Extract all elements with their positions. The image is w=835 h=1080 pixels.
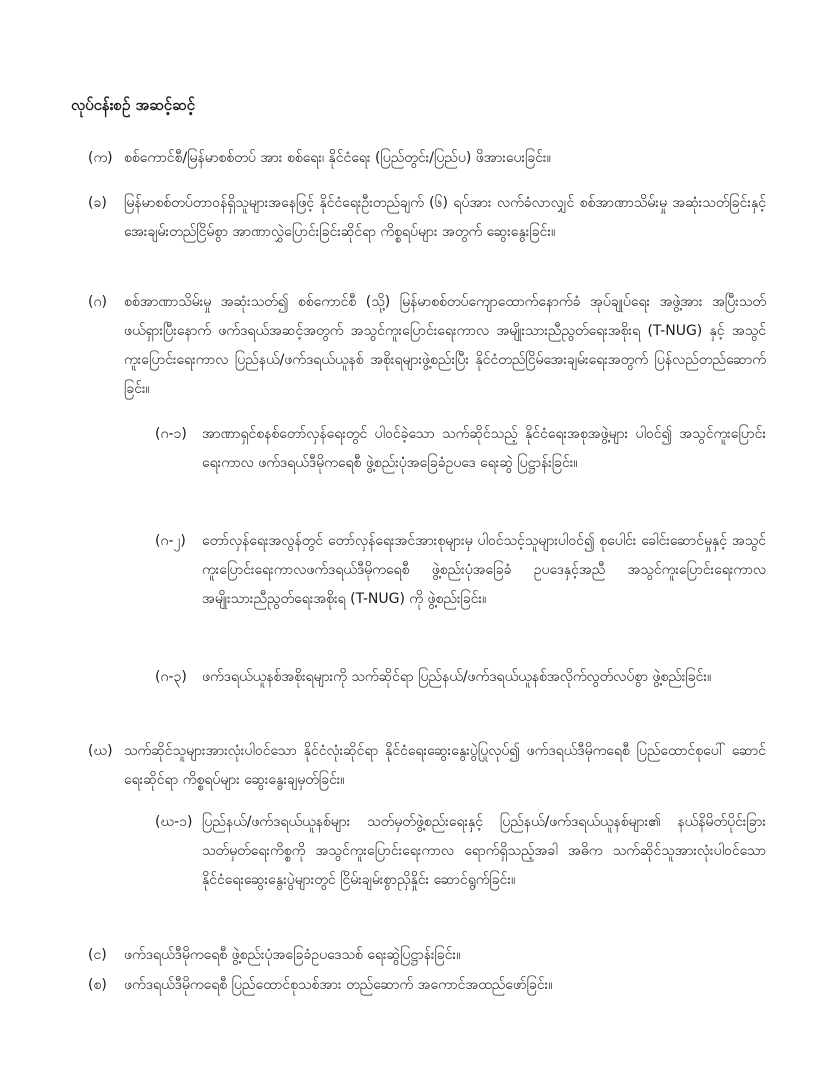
item-text: တော်လှန်ရေးအလွန်တွင် တော်လှန်ရေးအင်အားစုများမှ ပါဝင်သင့်သူများပါဝင်၍ စုပေါင်း ခေါင်းဆောင်မှုနှင့် အသွင်ကူးပြောင်းရေးကာလဖက်ဒရယ်ဒီမိုကရေစီ ဖွဲ့စည်းပုံအခြေခံ ဥပဒေနှင့်အညီ အသွင်ကူးပြောင်းရေးကာလ အမျိုးသားညီညွတ်ရေးအစိုးရ (T-NUG) ကို ဖွဲ့စည်းခြင်း။ xyxy=(202,533,766,607)
item-label: (ဂ) xyxy=(88,294,107,310)
list-item-kha xyxy=(88,189,766,247)
item-text: ဖက်ဒရယ်ဒီမိုကရေစီ ပြည်ထောင်စုသစ်အား တည်ဆောက် အကောင်အထည်ဖော်ခြင်း။ xyxy=(124,977,553,993)
list-item-ga-1 xyxy=(155,420,766,478)
list-item-ka xyxy=(88,144,766,173)
item-label: (ခ) xyxy=(88,195,107,211)
list-item-gha xyxy=(88,737,766,795)
item-text: သက်ဆိုင်သူများအားလုံးပါဝင်သော နိုင်ငံလုံးဆိုင်ရာ နိုင်ငံရေးဆွေးနွေးပွဲပြုလုပ်၍ ဖက်ဒရယ်ဒီမိုကရေစီ ပြည်ထောင်စုပေါ် ဆောင်ရေးဆိုင်ရာ ကိစ္စရပ်များ ဆွေးနွေးချမှတ်ခြင်း။ xyxy=(124,743,766,788)
item-label: (င) xyxy=(88,947,107,963)
item-text: ပြည်နယ်/ဖက်ဒရယ်ယူနစ်များ သတ်မှတ်ဖွဲ့စည်းရေးနှင့် ပြည်နယ်/ဖက်ဒရယ်ယူနစ်များ၏ နယ်နိမိတ်ပိုင်းခြားသတ်မှတ်ရေးကိစ္စကို အသွင်ကူးပြောင်းရေးကာလ ရောက်ရှိသည့်အခါ အဓိက သက်ဆိုင်သူအားလုံးပါဝင်သော နိုင်ငံရေးဆွေးနွေးပွဲများတွင် ငြိမ်းချမ်းစွာညှိနှိုင်း ဆောင်ရွက်ခြင်း။ xyxy=(202,814,766,888)
item-label: (စ) xyxy=(88,977,107,993)
item-label: (ဂ-၁) xyxy=(155,426,187,442)
item-label: (က) xyxy=(88,150,113,166)
item-text: ဖက်ဒရယ်ဒီမိုကရေစီ ဖွဲ့စည်းပုံအခြေခံဥပဒေသစ် ရေးဆွဲပြဋ္ဌာန်းခြင်း။ xyxy=(124,947,461,963)
item-text: ဖက်ဒရယ်ယူနစ်အစိုးရများကို သက်ဆိုင်ရာ ပြည်နယ်/ဖက်ဒရယ်ယူနစ်အလိုက်လွတ်လပ်စွာ ဖွဲ့စည်းခြင်း။ xyxy=(202,669,712,685)
list-item-ga xyxy=(88,288,766,404)
list-item-ga-3 xyxy=(155,663,766,692)
item-label: (ဃ-၁) xyxy=(155,814,193,830)
item-text: မြန်မာစစ်တပ်တာဝန်ရှိသူများအနေဖြင့် နိုင်ငံရေးဦးတည်ချက် (၆) ရပ်အား လက်ခံလာလျှင် စစ်အာဏာသိမ်းမှု အဆုံးသတ်ခြင်းနှင့် အေးချမ်းတည်ငြိမ်စွာ အာဏာလွှဲပြောင်းခြင်းဆိုင်ရာ ကိစ္စရပ်များ အတွက် ဆွေးနွေးခြင်း။ xyxy=(124,195,766,240)
item-text: စစ်ကောင်စီ/မြန်မာစစ်တပ် အား စစ်ရေး၊ နိုင်ငံရေး (ပြည်တွင်း/ပြည်ပ) ဖိအားပေးခြင်း။ xyxy=(124,150,551,166)
document-heading: လုပ်ငန်းစဉ် အဆင့်ဆင့် xyxy=(71,96,195,114)
item-label: (ဂ-၃) xyxy=(155,669,187,685)
list-item-sa xyxy=(88,971,766,1000)
list-item-gha-1 xyxy=(155,808,766,895)
list-item-ga-2 xyxy=(155,527,766,614)
item-text: အာဏာရှင်စနစ်တော်လှန်ရေးတွင် ပါဝင်ခဲ့သော သက်ဆိုင်သည့် နိုင်ငံရေးအစုအဖွဲ့များ ပါဝင်၍ အသွင်ကူးပြောင်းရေးကာလ ဖက်ဒရယ်ဒီမိုကရေစီ ဖွဲ့စည်းပုံအခြေခံဥပဒေ ရေးဆွဲ ပြဋ္ဌာန်းခြင်း။ xyxy=(202,426,766,471)
list-item-nga xyxy=(88,941,766,970)
item-label: (ဂ-၂) xyxy=(155,533,186,549)
item-text: စစ်အာဏာသိမ်းမှု အဆုံးသတ်၍ စစ်ကောင်စီ (သို့) မြန်မာစစ်တပ်ကျောထောက်နောက်ခံ အုပ်ချုပ်ရေး အဖွဲ့အား အပြီးသတ်ဖယ်ရှားပြီးနောက် ဖက်ဒရယ်အဆင့်အတွက် အသွင်ကူးပြောင်းရေးကာလ အမျိုးသားညီညွတ်ရေးအစိုးရ (T-NUG) နှင့် အသွင်ကူးပြောင်းရေးကာလ ပြည်နယ်/ဖက်ဒရယ်ယူနစ် အစိုးရများဖွဲ့စည်းပြီး နိုင်ငံတည်ငြိမ်အေးချမ်းရေးအတွက် ပြန်လည်တည်ဆောက်ခြင်း။ xyxy=(124,294,766,397)
item-label: (ဃ) xyxy=(88,743,113,759)
